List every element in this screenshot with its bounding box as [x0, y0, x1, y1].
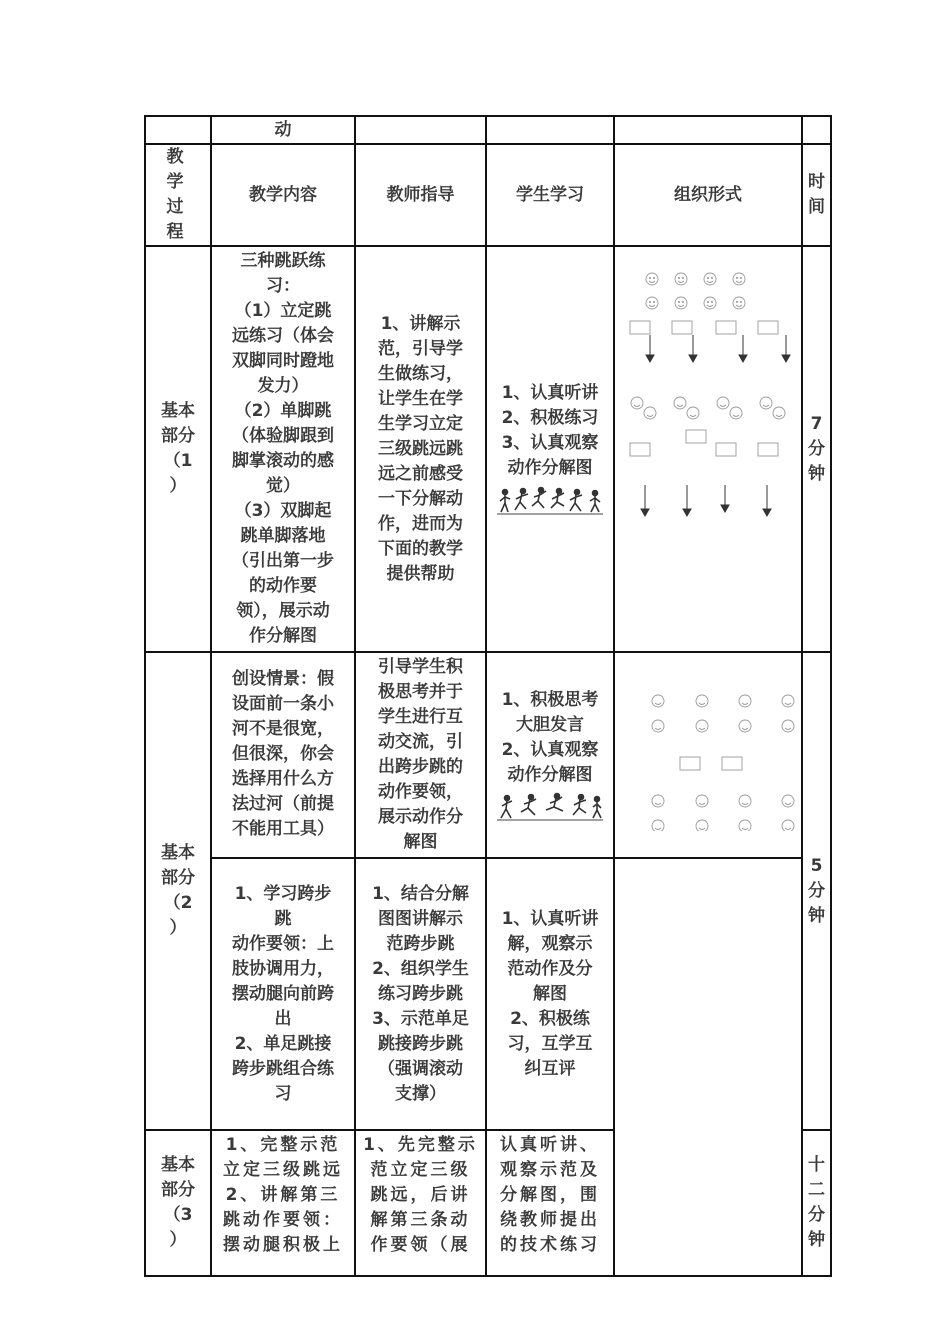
continued-teacher-cell — [355, 116, 486, 144]
section-1-content: 三种跳跃练 习： （1）立定跳 远练习（体会 双脚同时蹬地 发力） （2）单脚跳 （体验脚跟到 脚掌滚动的感 觉） （3）双脚起 跳单脚落地 （引出第一步 的动作要 领），展示动 作分解图 — [211, 246, 355, 652]
header-content: 教学内容 — [211, 144, 355, 246]
student-marker-icon — [704, 297, 716, 309]
section-2-row-b — [145, 858, 831, 1130]
section-1-student: 1、认真听讲 2、积极练习 3、认真观察 动作分解图 — [486, 246, 614, 652]
header-student: 学生学习 — [486, 144, 614, 246]
section-3-content: 1、完整示范 立定三级跳远 2、讲解第三 跳动作要领： 摆动腿积极上 — [211, 1130, 355, 1276]
continued-time-cell — [802, 116, 831, 144]
section-2-process: 基本 部分 （2 ） — [145, 652, 211, 1130]
section-2-time: 5 分 钟 — [802, 652, 831, 1130]
lesson-plan-table — [144, 115, 832, 1277]
section-2a-organization — [614, 652, 802, 858]
header-row — [145, 144, 831, 246]
header-teacher: 教师指导 — [355, 144, 486, 246]
stride-jump-illustration — [487, 791, 613, 823]
continued-student-cell — [486, 116, 614, 144]
student-marker-icon — [733, 297, 745, 309]
continued-organization-cell — [614, 116, 802, 144]
section-1-time: 7 分 钟 — [802, 246, 831, 652]
section-3-time: 十 二 分 钟 — [802, 1130, 831, 1276]
student-marker-icon — [704, 273, 716, 285]
section-2b-teacher: 1、结合分解 图图讲解示 范跨步跳 2、组织学生 练习跨步跳 3、示范单足 跳接跨步跳 （强调滚动 支撑） — [355, 858, 486, 1130]
continued-process-cell — [145, 116, 211, 144]
continued-row — [145, 116, 831, 144]
header-time: 时 间 — [802, 144, 831, 246]
student-marker-icon — [646, 273, 658, 285]
header-process: 教 学 过 程 — [145, 144, 211, 246]
section-3-student: 认真听讲、 观察示范及 分解图，围 绕教师提出 的技术练习 — [486, 1130, 614, 1276]
section-2b-student: 1、认真听讲 解，观察示 范动作及分 解图 2、积极练 习，互学互 纠互评 — [486, 858, 614, 1130]
student-marker-icon — [646, 297, 658, 309]
jump-sequence-illustration — [487, 484, 613, 518]
section-2-row-a — [145, 652, 831, 858]
section-2a-teacher: 引导学生积 极思考并于 学生进行互 动交流，引 出跨步跳的 动作要领， 展示动作分 解图 — [355, 652, 486, 858]
student-marker-icon — [675, 297, 687, 309]
header-organization: 组织形式 — [614, 144, 802, 246]
section-1-process: 基本 部分 （1 ） — [145, 246, 211, 652]
section-3-teacher: 1、先完整示 范立定三级 跳远，后讲 解第三条动 作要领（展 — [355, 1130, 486, 1276]
section-2a-content: 创设情景：假 设面前一条小 河不是很宽， 但很深，你会 选择用什么方 法过河（前提 不能用工具） — [211, 652, 355, 858]
section-2a-student: 1、积极思考 大胆发言 2、认真观察 动作分解图 — [486, 652, 614, 858]
section-1-teacher: 1、讲解示 范，引导学 生做练习， 让学生在学 生学习立定 三级跳远跳 远之前感受 一下分解动 作，进而为 下面的教学 提供帮助 — [355, 246, 486, 652]
section-1-row — [145, 246, 831, 652]
student-marker-icon — [733, 273, 745, 285]
section-2b-content: 1、学习跨步 跳 动作要领：上 肢协调用力， 摆动腿向前跨 出 2、单足跳接 跨步跳组合练 习 — [211, 858, 355, 1130]
formation-diagram — [616, 247, 800, 477]
formation-diagram — [616, 671, 800, 831]
formation-arrows — [615, 477, 799, 537]
continued-content-cell — [211, 116, 355, 144]
section-1-organization — [614, 246, 802, 652]
section-2b-3-organization — [614, 858, 802, 1276]
section-3-process: 基本 部分 （3 ） — [145, 1130, 211, 1276]
student-marker-icon — [675, 273, 687, 285]
continued-content-text: 动 — [274, 119, 292, 140]
